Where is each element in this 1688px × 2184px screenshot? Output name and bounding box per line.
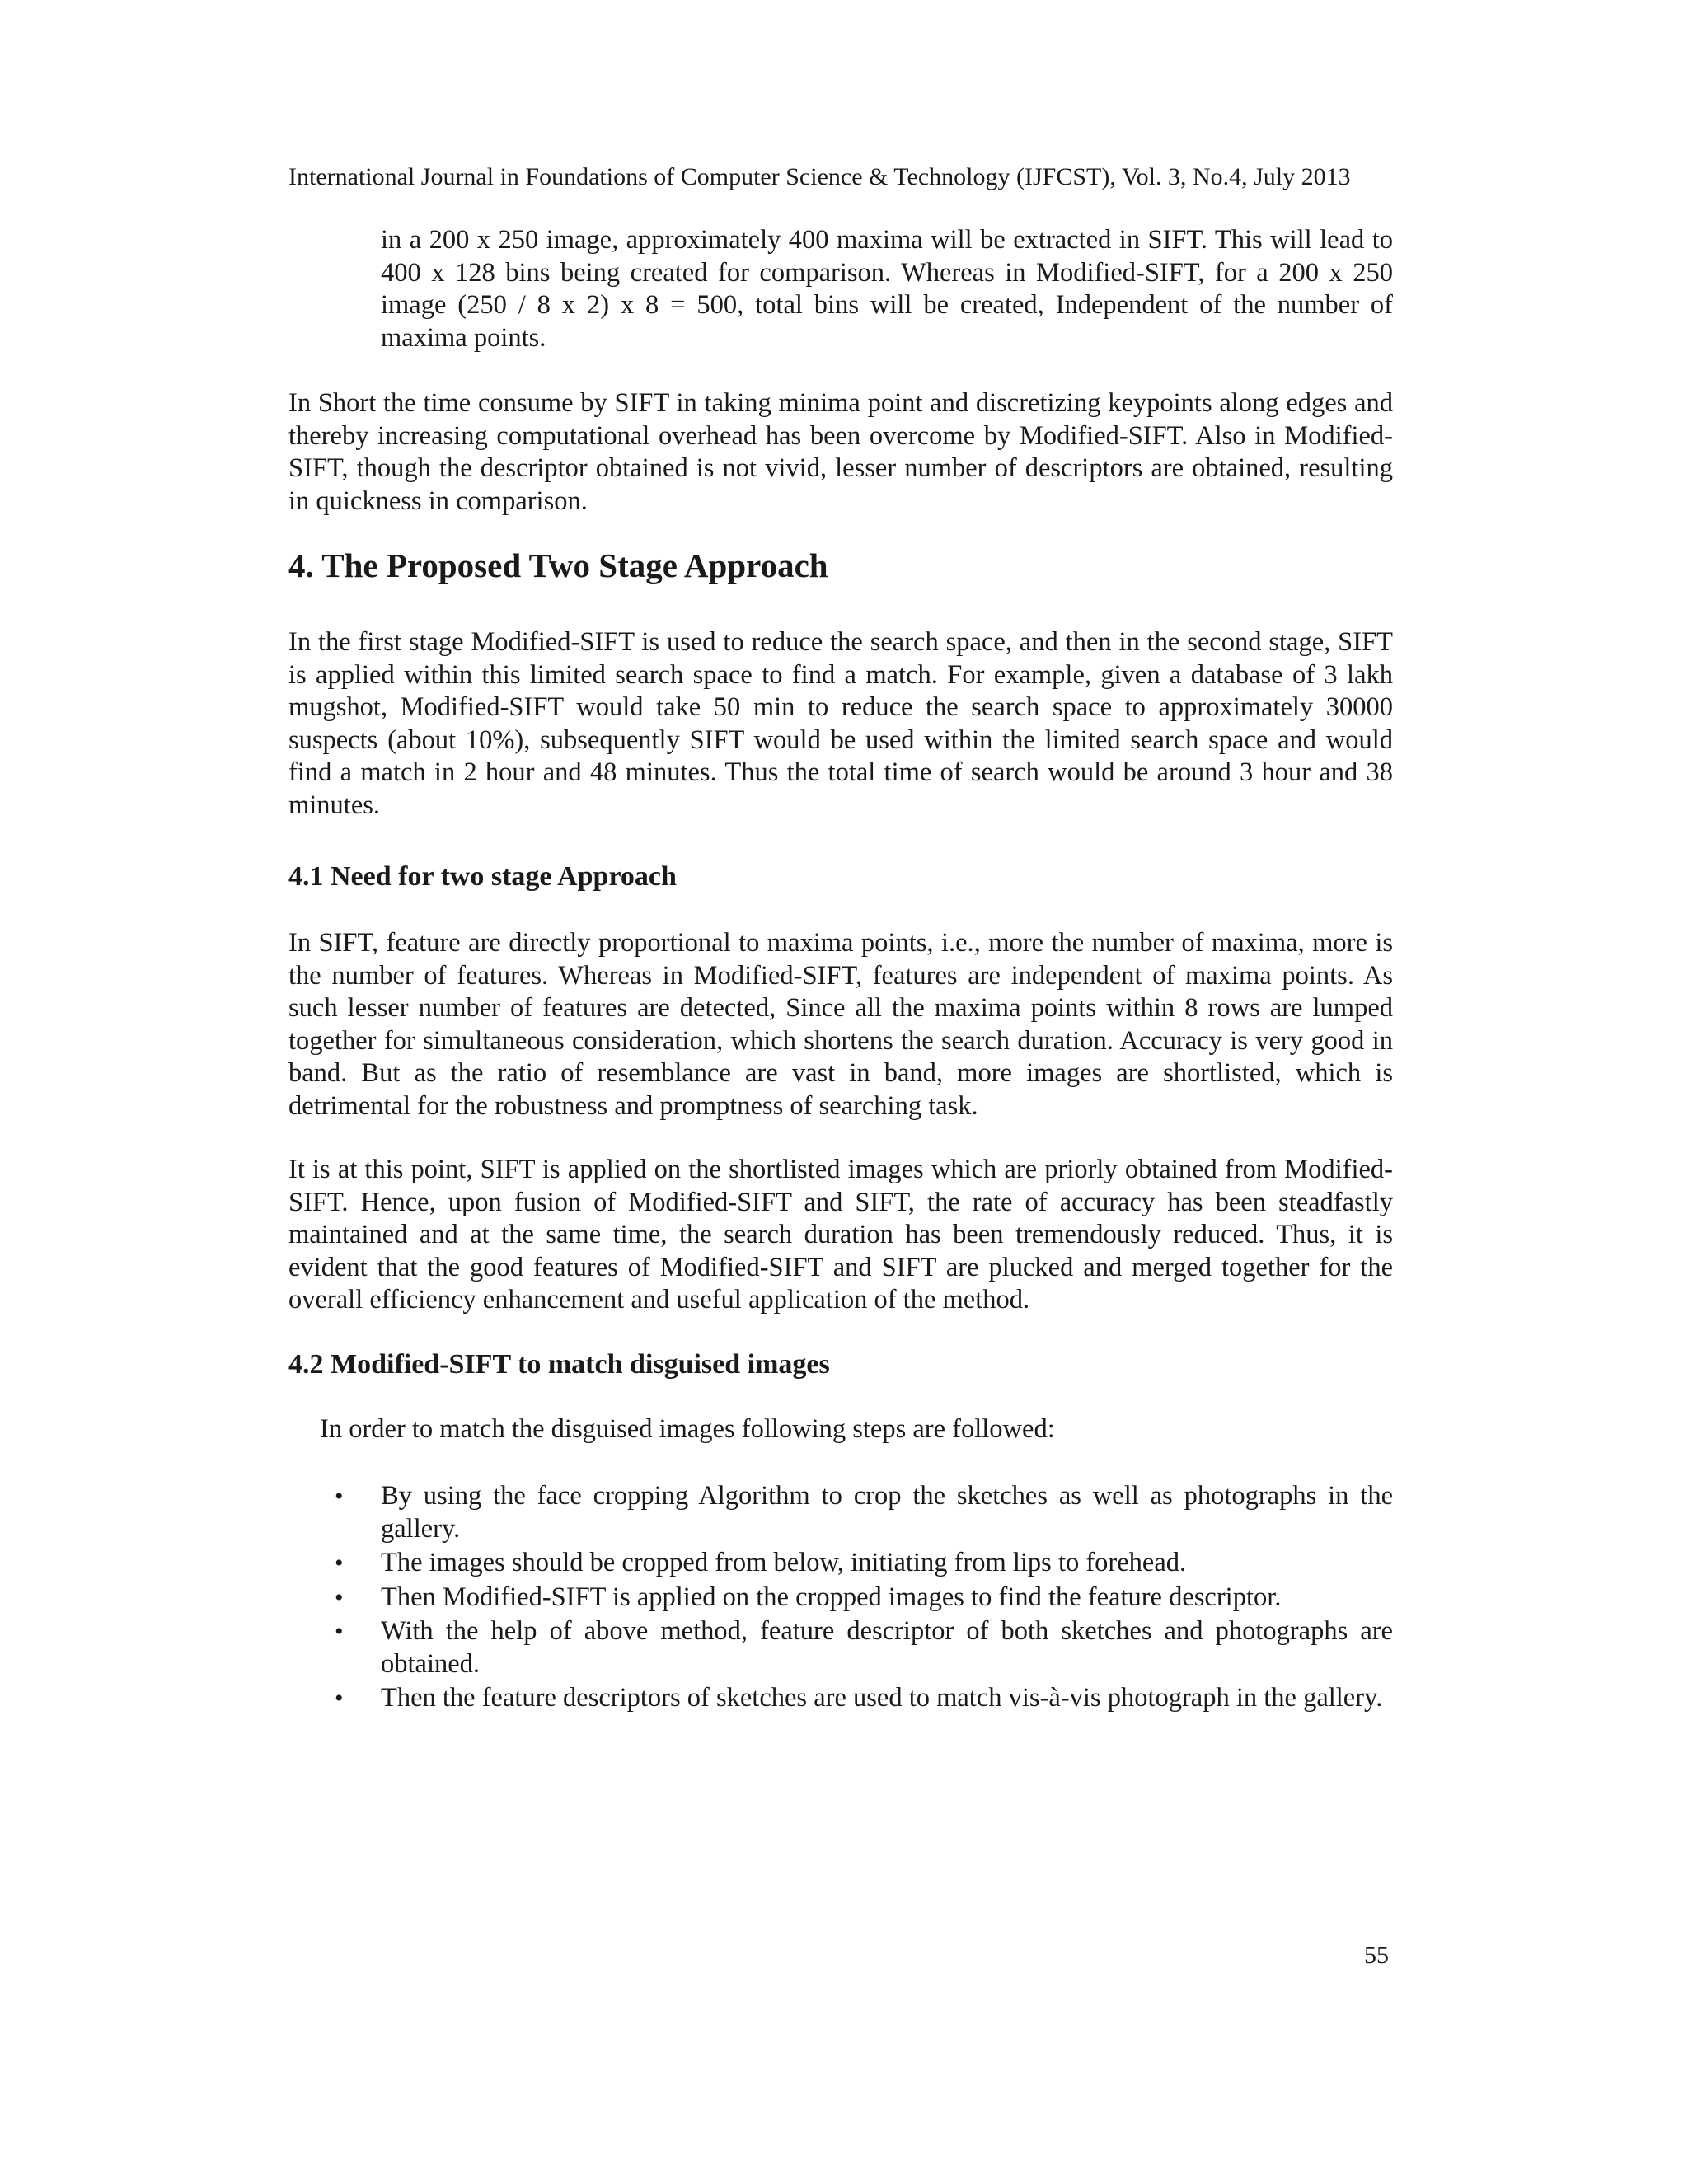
section-4-heading: 4. The Proposed Two Stage Approach <box>288 546 828 584</box>
list-item-text: By using the face cropping Algorithm to crop the sketches as well as photographs in the gallery. <box>381 1481 1393 1544</box>
bullet-icon: • <box>335 1549 344 1577</box>
list-item <box>330 1582 1393 1615</box>
continued-paragraph: in a 200 x 250 image, approximately 400 maxima will be extracted in SIFT. This will lead to 400 x 128 bins being created for comparison. Whereas in Modified-SIFT, for a 200 x 250 image (250 / 8 x 2) x 8 = 500, total bins will be created, Independent of the number of maxima points. <box>381 225 1393 353</box>
bullet-icon: • <box>335 1685 344 1712</box>
list-item <box>330 1480 1393 1545</box>
steps-list <box>330 1480 1393 1717</box>
bullet-icon: • <box>335 1618 344 1645</box>
section-4-2-heading: 4.2 Modified-SIFT to match disguised images <box>288 1349 830 1380</box>
running-header: International Journal in Foundations of Computer Science & Technology (IJFCST), Vol. 3, No.4, July 2013 <box>288 163 1351 190</box>
page-number: 55 <box>1364 1942 1389 1969</box>
summary-paragraph: In Short the time consume by SIFT in taking minima point and discretizing keypoints along edges and thereby increasing computational overhead has been overcome by Modified-SIFT. Also in Modified-SIFT, though the descriptor obtained is not vivid, lesser number of descriptors are obtained, resulting in quickness in comparison. <box>288 388 1393 516</box>
list-item <box>330 1682 1393 1715</box>
section-4-paragraph: In the first stage Modified-SIFT is used to reduce the search space, and then in the second stage, SIFT is applied within this limited search space to find a match. For example, given a database of 3 lakh mugshot, Modified-SIFT would take 50 min to reduce the search space to approximately 30000 suspects (about 10%), subsequently SIFT would be used within the limited search space and would find a match in 2 hour and 48 minutes. Thus the total time of search would be around 3 hour and 38 minutes. <box>288 627 1393 820</box>
list-item-text: The images should be cropped from below, initiating from lips to forehead. <box>381 1548 1187 1577</box>
list-item-text: Then Modified-SIFT is applied on the cropped images to find the feature descriptor. <box>381 1582 1282 1612</box>
list-item <box>330 1547 1393 1580</box>
section-4-1-paragraph-1: In SIFT, feature are directly proportional to maxima points, i.e., more the number of maxima, more is the number of features. Whereas in Modified-SIFT, features are independent of maxima points. As such lesser number of features are detected, Since all the maxima points within 8 rows are lumped together for simultaneous consideration, which shortens the search duration. Accuracy is very good in band. But as the ratio of resemblance are vast in band, more images are shortlisted, which is detrimental for the robustness and promptness of searching task. <box>288 928 1393 1121</box>
list-item-text: Then the feature descriptors of sketches are used to match vis-à-vis photograph in the gallery. <box>381 1683 1383 1713</box>
section-4-1-heading: 4.1 Need for two stage Approach <box>288 861 677 892</box>
section-4-1-paragraph-2: It is at this point, SIFT is applied on the shortlisted images which are priorly obtained from Modified-SIFT. Hence, upon fusion of Modified-SIFT and SIFT, the rate of accuracy has been steadfastly maintained and at the same time, the search duration has been tremendously reduced. Thus, it is evident that the good features of Modified-SIFT and SIFT are plucked and merged together for the overall efficiency enhancement and useful application of the method. <box>288 1155 1393 1315</box>
list-item-text: With the help of above method, feature descriptor of both sketches and photographs are obtained. <box>381 1616 1393 1679</box>
bullet-icon: • <box>335 1583 344 1611</box>
section-4-2-intro: In order to match the disguised images following steps are followed: <box>320 1414 1055 1444</box>
bullet-icon: • <box>335 1483 344 1510</box>
list-item <box>330 1615 1393 1680</box>
